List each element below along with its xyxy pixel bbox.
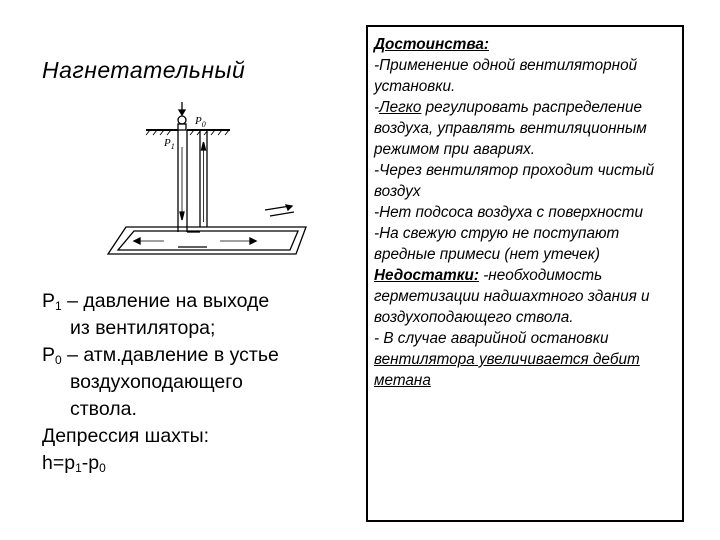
p0-definition-cont2: ствола. xyxy=(70,398,137,420)
p0-diagram-label: $P_0$ xyxy=(195,115,206,129)
disadvantage-item: - В случае аварийной остановки вентилятора увеличивается дебит метана xyxy=(374,330,640,389)
p1-definition-cont: из вентилятора; xyxy=(70,317,216,339)
advantage-item: -Легко регулировать распределение воздуха, управлять вентиляционным режимом при авариях. xyxy=(374,99,647,158)
disadvantages-heading: Недостатки: xyxy=(374,267,479,284)
p1-diagram-label: $P_1$ xyxy=(164,137,175,151)
advantage-item: -Через вентилятор проходит чистый воздух xyxy=(374,162,655,200)
advantage-item: -Применение одной вентиляторной установки. xyxy=(374,57,638,95)
pros-cons-box xyxy=(366,25,684,522)
ventilation-scheme-diagram xyxy=(100,102,322,262)
advantage-item: -Нет подсоса воздуха с поверхности xyxy=(374,204,643,221)
page-title: Нагнетательный xyxy=(42,57,246,83)
p1-definition: $P_1$ – давление на выходе xyxy=(42,290,270,313)
disadvantage-item: Недостатки: -необходимость герметизации надшахтного здания и воздухоподающего ствола. xyxy=(374,267,650,326)
depression-label: Депрессия шахты: xyxy=(42,425,210,447)
advantage-item: -На свежую струю не поступают вредные примеси (нет утечек) xyxy=(374,225,620,263)
advantages-heading: Достоинства: xyxy=(374,36,489,53)
depression-formula: $h=p_1-p_0$ xyxy=(42,452,106,475)
p0-definition-cont: воздухоподающего xyxy=(70,371,243,393)
p0-definition: $P_0$ – атм.давление в устье xyxy=(42,344,279,367)
definitions-block xyxy=(42,288,362,477)
